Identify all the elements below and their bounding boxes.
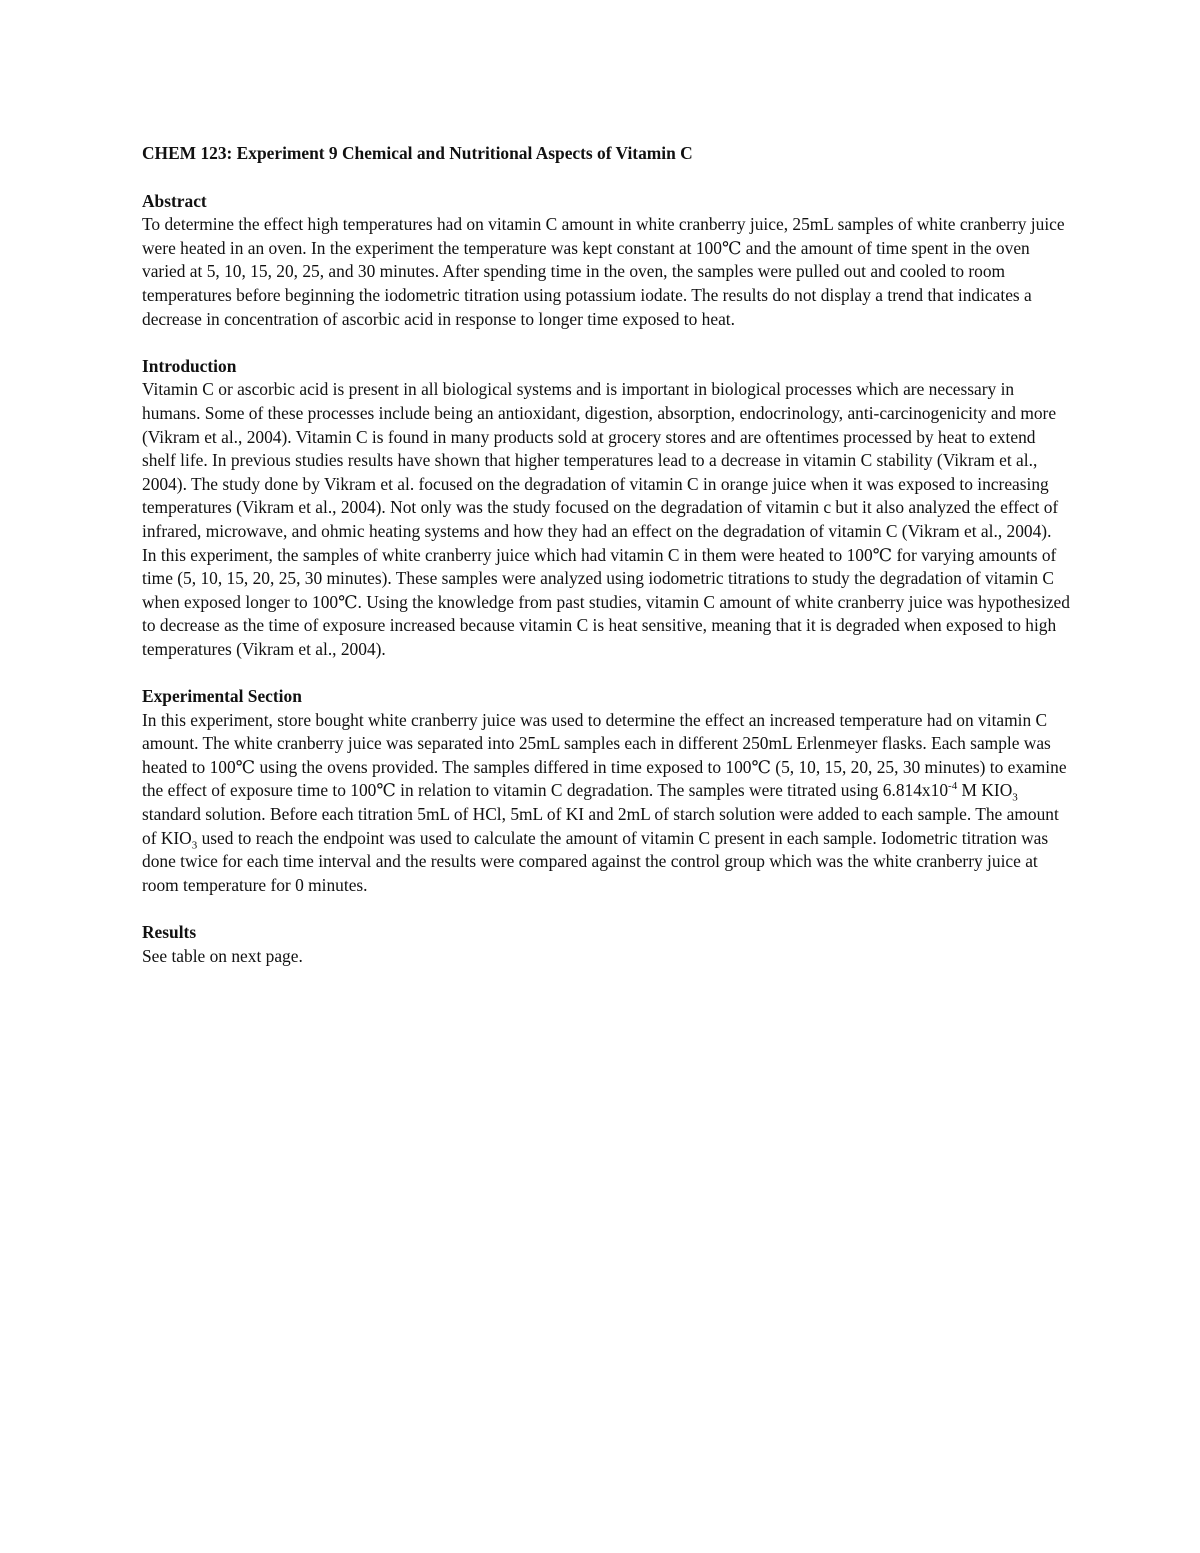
experimental-body <box>142 709 1070 898</box>
results-section <box>142 921 1070 968</box>
exponent-superscript: -4 <box>948 780 958 793</box>
introduction-body: Vitamin C or ascorbic acid is present in all biological systems and is important in biological processes which are necessary in humans. Some of these processes include being an antioxidant, digestion, absorption, endocrinology, anti-carcinogenicity and more (Vikram et al., 2004). Vitamin C is found in many products sold at grocery stores and are oftentimes processed by heat to extend shelf life. In previous studies results have shown that higher temperatures lead to a decrease in vitamin C stability (Vikram et al., 2004). The study done by Vikram et al. focused on the degradation of vitamin C in orange juice when it was exposed to increasing temperatures (Vikram et al., 2004). Not only was the study focused on the degradation of vitamin c but it also analyzed the effect of infrared, microwave, and ohmic heating systems and how they had an effect on the degradation of vitamin C (Vikram et al., 2004). In this experiment, the samples of white cranberry juice which had vitamin C in them were heated to 100℃ for varying amounts of time (5, 10, 15, 20, 25, 30 minutes). These samples were analyzed using iodometric titrations to study the degradation of vitamin C when exposed longer to 100℃. Using the knowledge from past studies, vitamin C amount of white cranberry juice was hypothesized to decrease as the time of exposure increased because vitamin C is heat sensitive, meaning that it is degraded when exposed to high temperatures (Vikram et al., 2004). <box>142 379 1070 659</box>
experimental-text-part1: In this experiment, store bought white cranberry juice was used to determine the effect an increased temperature had on vitamin C amount. The white cranberry juice was separated into 25mL samples each in different 250mL Erlenmeyer flasks. Each sample was heated to 100℃ using the ovens provided. The samples differed in time exposed to 100℃ (5, 10, 15, 20, 25, 30 minutes) to examine the effect of exposure time to 100℃ in relation to vitamin C degradation. The samples were titrated using 6.814x10 <box>142 709 1067 801</box>
experimental-section <box>142 685 1070 897</box>
experimental-heading: Experimental Section <box>142 686 302 707</box>
document-title: CHEM 123: Experiment 9 Chemical and Nutritional Aspects of Vitamin C <box>142 143 693 163</box>
abstract-section <box>142 190 1070 332</box>
results-body: See table on next page. <box>142 945 303 966</box>
abstract-heading: Abstract <box>142 190 207 211</box>
introduction-heading: Introduction <box>142 355 237 376</box>
experimental-text-part4: used to reach the endpoint was used to calculate the amount of vitamin C present in each sample. Iodometric titration was done twice for each time interval and the results were compared against the control group which was the white cranberry juice at room temperature for 0 minutes. <box>142 827 1049 895</box>
introduction-section <box>142 355 1070 662</box>
kio3-subscript: 3 <box>1012 791 1018 804</box>
experimental-text-part2: M KIO <box>957 780 1013 801</box>
experimental-text-part3: standard solution. Before each titration 5mL of HCl, 5mL of KI and 2mL of starch solution were added to each sample. The amount of KIO <box>142 804 1059 848</box>
results-heading: Results <box>142 922 197 942</box>
kio3-subscript-second: 3 <box>191 839 198 852</box>
abstract-body: To determine the effect high temperatures had on vitamin C amount in white cranberry juice, 25mL samples of white cranberry juice were heated in an oven. In the experiment the temperature was kept constant at 100℃ and the amount of time spent in the oven varied at 5, 10, 15, 20, 25, and 30 minutes. After spending time in the oven, the samples were pulled out and cooled to room temperatures before beginning the iodometric titration using potassium iodate. The results do not display a trend that indicates a decrease in concentration of ascorbic acid in response to longer time exposed to heat. <box>142 214 1065 329</box>
